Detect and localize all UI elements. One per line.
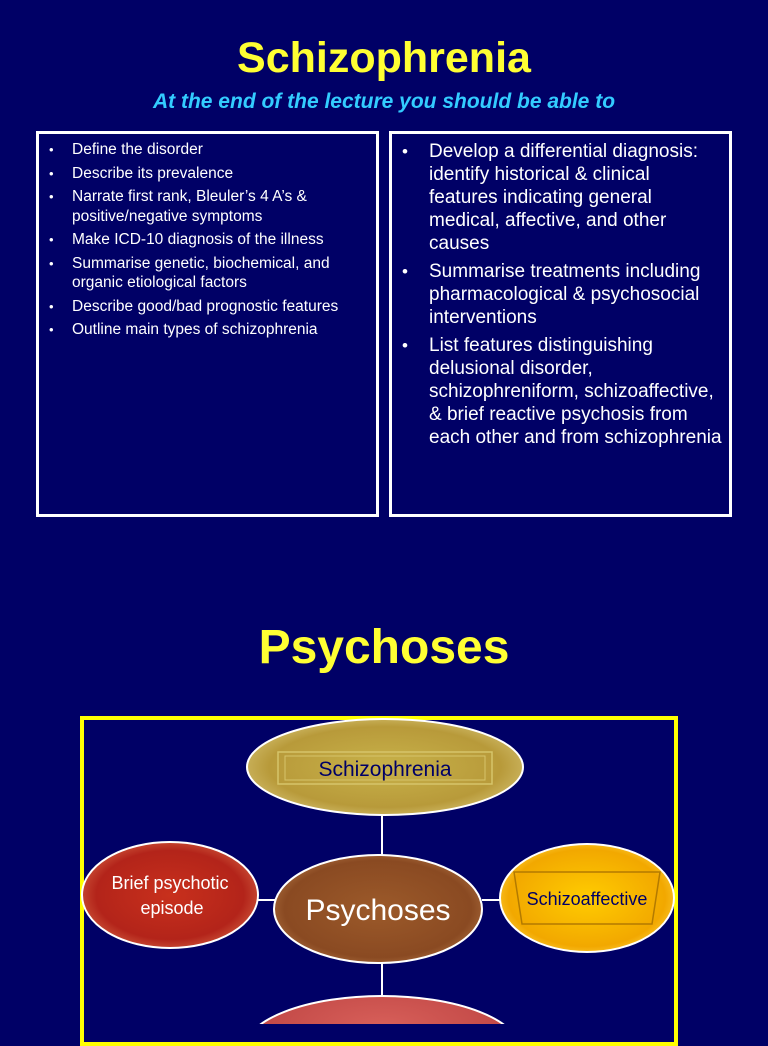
objective-text: Make ICD-10 diagnosis of the illness [72,231,324,248]
node-label-psychoses: Psychoses [305,894,451,927]
objective-text: List features distinguishing delusional disorder, schizophreniform, schizoaffective, & brief reactive psychosis from each other and from schizophrenia [429,335,722,448]
slide-title: Schizophrenia [237,34,531,82]
bullet-icon: • [49,322,54,337]
node-label-schizophrenia: Schizophrenia [318,758,452,781]
node-label-schizoaffective: Schizoaffective [526,889,648,909]
objective-text: Describe its prevalence [72,164,234,182]
bullet-icon: • [49,255,54,271]
node-label-episode: episode [140,898,204,918]
bullet-icon: • [49,142,54,157]
objective-text: Develop a differential diagnosis: identify historical & clinical features indicating general medical, affective, and other causes [429,141,698,254]
diagram-title: Psychoses [258,621,510,674]
node-brief-psychotic-episode [82,842,258,948]
objective-text: Describe good/bad prognostic features [72,297,339,315]
bullet-icon: • [49,165,54,181]
objective-text: Summarise treatments including pharmacological & psychosocial interventions [429,261,701,328]
objective-text: Outline main types of schizophrenia [72,321,318,338]
bullet-icon: • [402,336,408,355]
bullet-icon: • [49,189,54,204]
bullet-icon: • [402,142,408,161]
objective-text: Define the disorder [72,141,203,158]
node-bottom [244,996,520,1024]
node-label-brief-psychotic: Brief psychotic [111,873,229,893]
bullet-icon: • [402,262,408,281]
bullet-icon: • [49,232,54,247]
bullet-icon: • [49,298,54,314]
objective-text: Narrate first rank, Bleuler’s 4 A’s & positive/negative symptoms [72,188,307,225]
slide-subtitle: At the end of the lecture you should be able to [152,90,616,113]
objective-text: Summarise genetic, biochemical, and organic etiological factors [72,254,330,291]
